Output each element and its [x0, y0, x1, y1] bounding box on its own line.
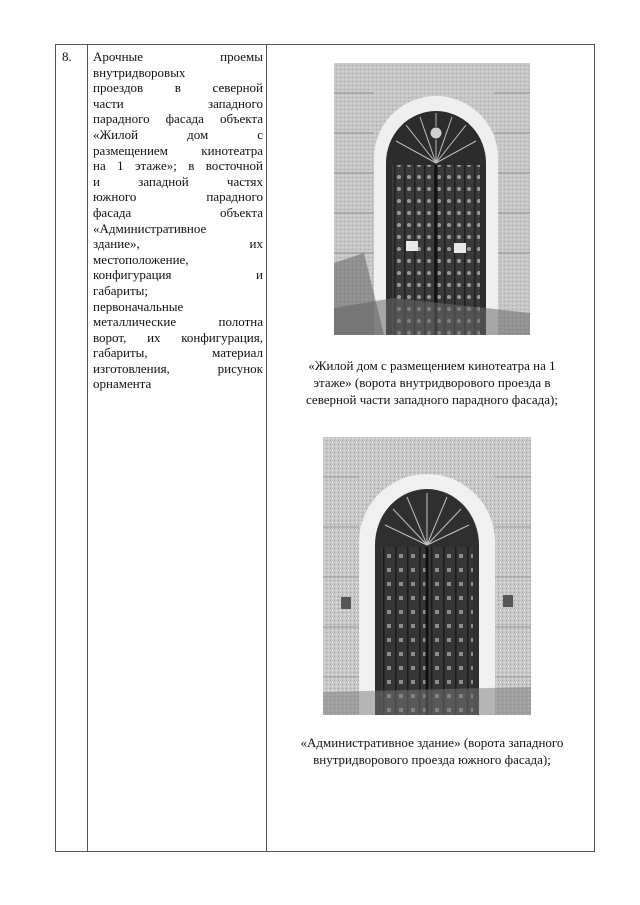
caption-line: «Жилой дом с размещением кинотеатра на 1 — [308, 358, 556, 373]
description-line: части западного — [93, 95, 263, 111]
row-number: 8. — [62, 49, 72, 64]
row-description — [93, 49, 263, 392]
description-line: «Жилой дом с — [93, 126, 263, 142]
description-line: конфигурация и — [93, 267, 263, 283]
description-line: на 1 этаже»; в восточной — [93, 158, 263, 174]
description-line: парадного фасада объекта — [93, 111, 263, 127]
caption-line: внутридворового проезда южного фасада); — [313, 752, 551, 767]
description-line: здание», их — [93, 236, 263, 252]
description-line: проездов в северной — [93, 80, 263, 96]
description-line: орнамента — [93, 376, 152, 392]
column-divider — [87, 45, 88, 851]
object-table — [55, 44, 595, 852]
description-line: первоначальные — [93, 298, 184, 314]
description-line: габариты, материал — [93, 345, 263, 361]
description-line: южного парадного — [93, 189, 263, 205]
caption-line: «Административное здание» (ворота западного — [300, 735, 564, 750]
gate-photo-2 — [323, 437, 531, 715]
caption-line: этаже» (ворота внутридворового проезда в — [313, 375, 551, 390]
photo-1-caption — [272, 357, 592, 408]
description-line: ворот, их конфигурация, — [93, 329, 263, 345]
description-line: Арочные проемы — [93, 49, 263, 64]
description-line: «Административное — [93, 220, 207, 236]
description-line: изготовления, рисунок — [93, 360, 263, 376]
gate-photo-1 — [334, 63, 530, 335]
description-line: размещением кинотеатра — [93, 142, 263, 158]
description-line: габариты; — [93, 282, 148, 298]
description-line: металлические полотна — [93, 314, 263, 330]
column-divider — [266, 45, 267, 851]
description-line: и западной частях — [93, 173, 263, 189]
caption-line: северной части западного парадного фасада); — [306, 392, 558, 407]
photo-2-caption — [272, 734, 592, 768]
description-line: местоположение, — [93, 251, 189, 267]
description-line: фасада объекта — [93, 204, 263, 220]
description-line: внутридворовых — [93, 64, 186, 80]
